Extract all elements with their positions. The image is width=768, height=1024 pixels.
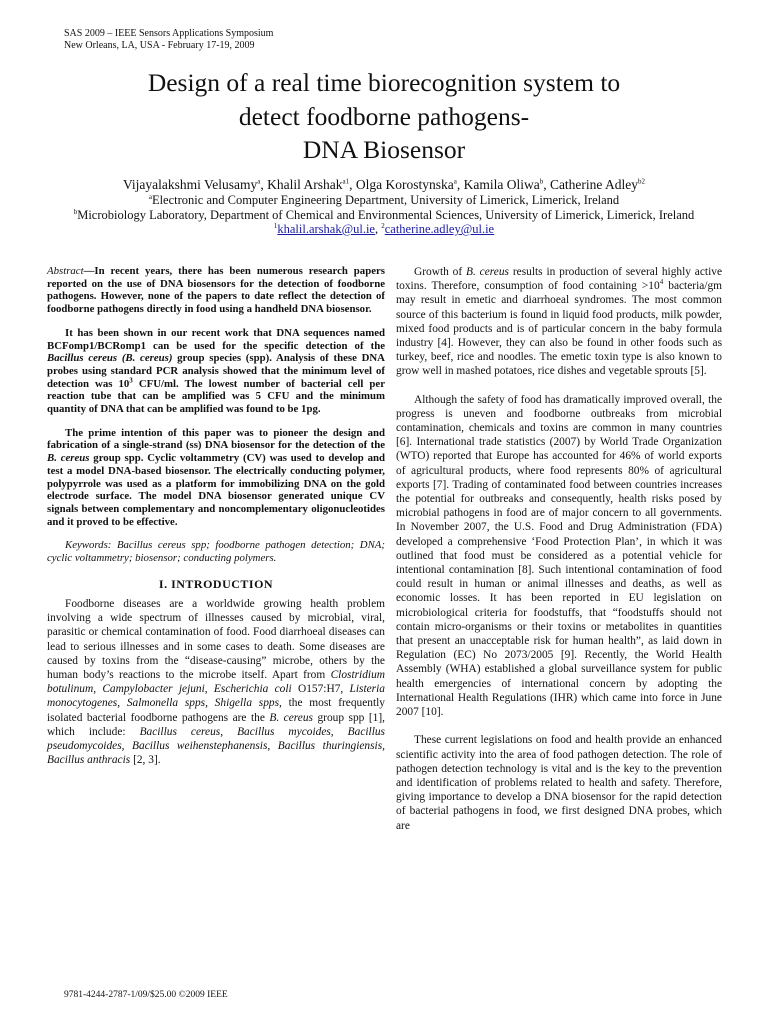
text-run: Foodborne diseases are a worldwide growing health problem involving a wide spectrum of illnesses caused by microbial, viral, parasitic or chemical contamination of food. Food diarrhoeal diseases can lead to serious illnesses and in some cases to death. Some diseases are caused by toxins from the “disease-causing” microbe, others by the human body’s reactions to the microbe itself. Apart from [47, 597, 385, 681]
italic-run: B. cereus [47, 452, 90, 465]
abstract-paragraph-3 [47, 427, 385, 529]
author-affiliation-mark: b2 [638, 177, 646, 186]
text-run: Growth of [414, 266, 467, 278]
italic-run: Bacillus cereus (B. cereus) [47, 352, 173, 365]
affiliation-a [40, 193, 728, 208]
body-paragraph-3: These current legislations on food and health provide an enhanced scientific activity into the area of food pathogen detection. The role of pathogen detection technology is vital and is the key to the prevention and identification of problems related to health and safety. Therefore, giving importance to develop a DNA biosensor for the rapid detection of bacterial pathogens in food, we first designed DNA probes, which are [396, 734, 722, 832]
text-run: group species (spp). Analysis of these DNA probes using standard PCR analysis showed that the minimum level of detection was 10 [47, 352, 385, 390]
author-name: Catherine Adley [549, 177, 639, 192]
text-run: the most frequently isolated bacterial foodborne pathogens are the [47, 697, 386, 724]
author-name: Vijayalakshmi Velusamy [122, 177, 258, 192]
text-run: The prime intention of this paper was to pioneer the design and fabrication of a single-strand (ss) DNA biosensor for the detection of the [47, 426, 385, 452]
affiliation-b [40, 208, 728, 223]
text-run: CFU/ml. The lowest number of bacterial cell per reaction tube that can be amplified was 5 CFU and the minimum quantity of DNA that can be amplified was found to be 1pg. [47, 377, 385, 416]
paper-title [40, 66, 728, 167]
italic-run: Bacillus cereus, Bacillus mycoides, Bacillus pseudomycoides, Bacillus weihenstephanensis, Bacillus thuringiensis, Bacillus anthracis [47, 725, 385, 767]
conference-name: SAS 2009 – IEEE Sensors Applications Symposium [64, 28, 274, 39]
title-line-2: detect foodborne pathogens- [238, 101, 530, 131]
author-name: Kamila Oliwa [463, 177, 540, 192]
author-name: Khalil Arshak [267, 177, 343, 192]
affiliation-text: Electronic and Computer Engineering Department, University of Limerick, Limerick, Ireland [151, 193, 620, 207]
author-affiliation-mark: a1 [342, 177, 350, 186]
title-line-3: DNA Biosensor [302, 135, 466, 164]
email-link-adley[interactable]: catherine.adley@ul.ie [384, 222, 495, 236]
title-line-1: Design of a real time biorecognition system to [147, 68, 621, 97]
section-heading-introduction: I. INTRODUCTION [158, 576, 274, 591]
italic-run: Listeria monocytogenes, Salmonella spps, Shigella spps, [47, 683, 385, 710]
author-affiliation-mark: a [257, 177, 261, 186]
body-paragraph-1 [396, 265, 722, 379]
affiliation-mark: b [73, 207, 78, 216]
text-run: bacteria/gm may result in emetic and diarrhoeal syndromes. The most common source of this bacterium is found in liquid food products, milk powder, mixed food products and is of particular concern in the baby formula industry [4]. However, they can also be found in other foods such as turkey, beef, rice and noodles. The emetic toxin type is also known to grow well in mashed potatoes, rice dishes and vegetable sprouts [5]. [396, 280, 723, 378]
abstract-label: Abstract [47, 265, 84, 277]
text-run: It has been shown in our recent work that DNA sequences named BCFomp1/BCRomp1 can be used for the specific detection of the [47, 326, 385, 352]
conference-location-date: New Orleans, LA, USA - February 17-19, 2009 [64, 40, 255, 51]
abstract-paragraph-1: Abstract—In recent years, there has been numerous research papers reported on the use of DNA biosensors for the detection of foodborne pathogens. However, none of the papers to date reflect the detection of foodborne pathogens directly in food using a handheld DNA biosensor. [47, 265, 385, 316]
abstract-paragraph-2 [47, 327, 385, 416]
text-run: O157:H7, [291, 683, 350, 696]
abstract-text: In recent years, there has been numerous research papers reported on the use of DNA biosensors for the detection of foodborne pathogens. However, none of the papers to date reflect the detection of foodborne pathogens directly in food using a handheld DNA biosensor. [47, 265, 385, 316]
author-name: Olga Korostynska [355, 177, 454, 192]
italic-run: Clostridium botulinum, Campylobacter jejuni, Escherichia coli [47, 668, 385, 696]
text-run: group spp [1], which include: [47, 711, 385, 738]
affiliation-text: Microbiology Laboratory, Department of Chemical and Environmental Sciences, University of Limerick, Limerick, Ireland [77, 208, 695, 222]
keywords: Keywords: Bacillus cereus spp; foodborne pathogen detection; DNA; cyclic voltammetry; biosensor; conducting polymers. [47, 539, 385, 565]
italic-run: B. cereus [269, 711, 313, 724]
superscript: 4 [659, 278, 664, 287]
email-mark: 1 [273, 221, 278, 230]
right-column [396, 265, 722, 847]
intro-paragraph-1 [47, 597, 385, 767]
left-column [47, 265, 385, 767]
copyright-footer: 9781-4244-2787-1/09/$25.00 ©2009 IEEE [64, 990, 228, 1000]
body-paragraph-2: Although the safety of food has dramatically improved overall, the progress is uneven and foodborne outbreaks from microbial contamination, chemicals and toxins are common in many countries [6]. International trade statistics (2007) by World Trade Organization (WTO) reported that Europe has accounted for 46% of world exports of agricultural products, where food represents 80% of agricultural exports [7]. Trading of contaminated food between countries increases the potential for outbreaks and consequently, health risks posed by microbial pathogens in food are of major concern to all governments. In November 2007, the U.S. Food and Drug Administration (FDA) developed a comprehensive ‘Food Protection Plan’, in which it was outlined that food must be considered as a potential vehicle for intentional contamination [8]. Such intentional contamination of food could result in human or animal illnesses and deaths, as well as economic losses. It has been reported in EU legislation on microbiological criteria for foodstuffs, that “foodstuffs should not contain micro-organisms or their toxins or metabolites in quantities that present an unacceptable risk for human health”, as laid down in Regulation (EC) No 2073/2005 [9]. Recently, the World Health Assembly (WHA) established a global surveillance system for public health emergencies of international concern by adopting the International Health Regulations (IHR) which came into force in June 2007 [10]. [396, 393, 722, 719]
text-run: group spp. Cyclic voltammetry (CV) was used to develop and test a model DNA-based biosensor. The electrically conducting polymer, polypyrrole was used as a platform for immobilizing DNA on the gold electrode surface. The model DNA biosensor generated unique CV signals between complementary and noncomplementary oligonucleotides and it proved to be effective. [47, 452, 385, 528]
email-link-arshak[interactable]: khalil.arshak@ul.ie [277, 222, 375, 236]
abstract [47, 265, 385, 528]
author-affiliation-mark: b [539, 177, 544, 186]
text-run: results in production of several highly active toxins. Therefore, consumption of food containing >10 [396, 266, 723, 293]
author-list: Vijayalakshmi Velusamy$^a$, Khalil Arshak$^{a1}$, Olga Korostynska$^a$, Kamila Oliwa$^b$, Catherine Adley$^{b2}$ [122, 177, 646, 192]
affiliation-mark: a [148, 192, 152, 201]
author-affiliation-mark: a [453, 177, 457, 186]
italic-run: B. cereus [466, 266, 509, 278]
contact-emails: $^1$khalil.arshak@ul.ie, $^2$catherine.adley@ul.ie [273, 221, 495, 236]
superscript: 3 [129, 376, 133, 385]
text-run: [2, 3]. [130, 754, 161, 767]
email-mark: 2 [381, 221, 385, 230]
